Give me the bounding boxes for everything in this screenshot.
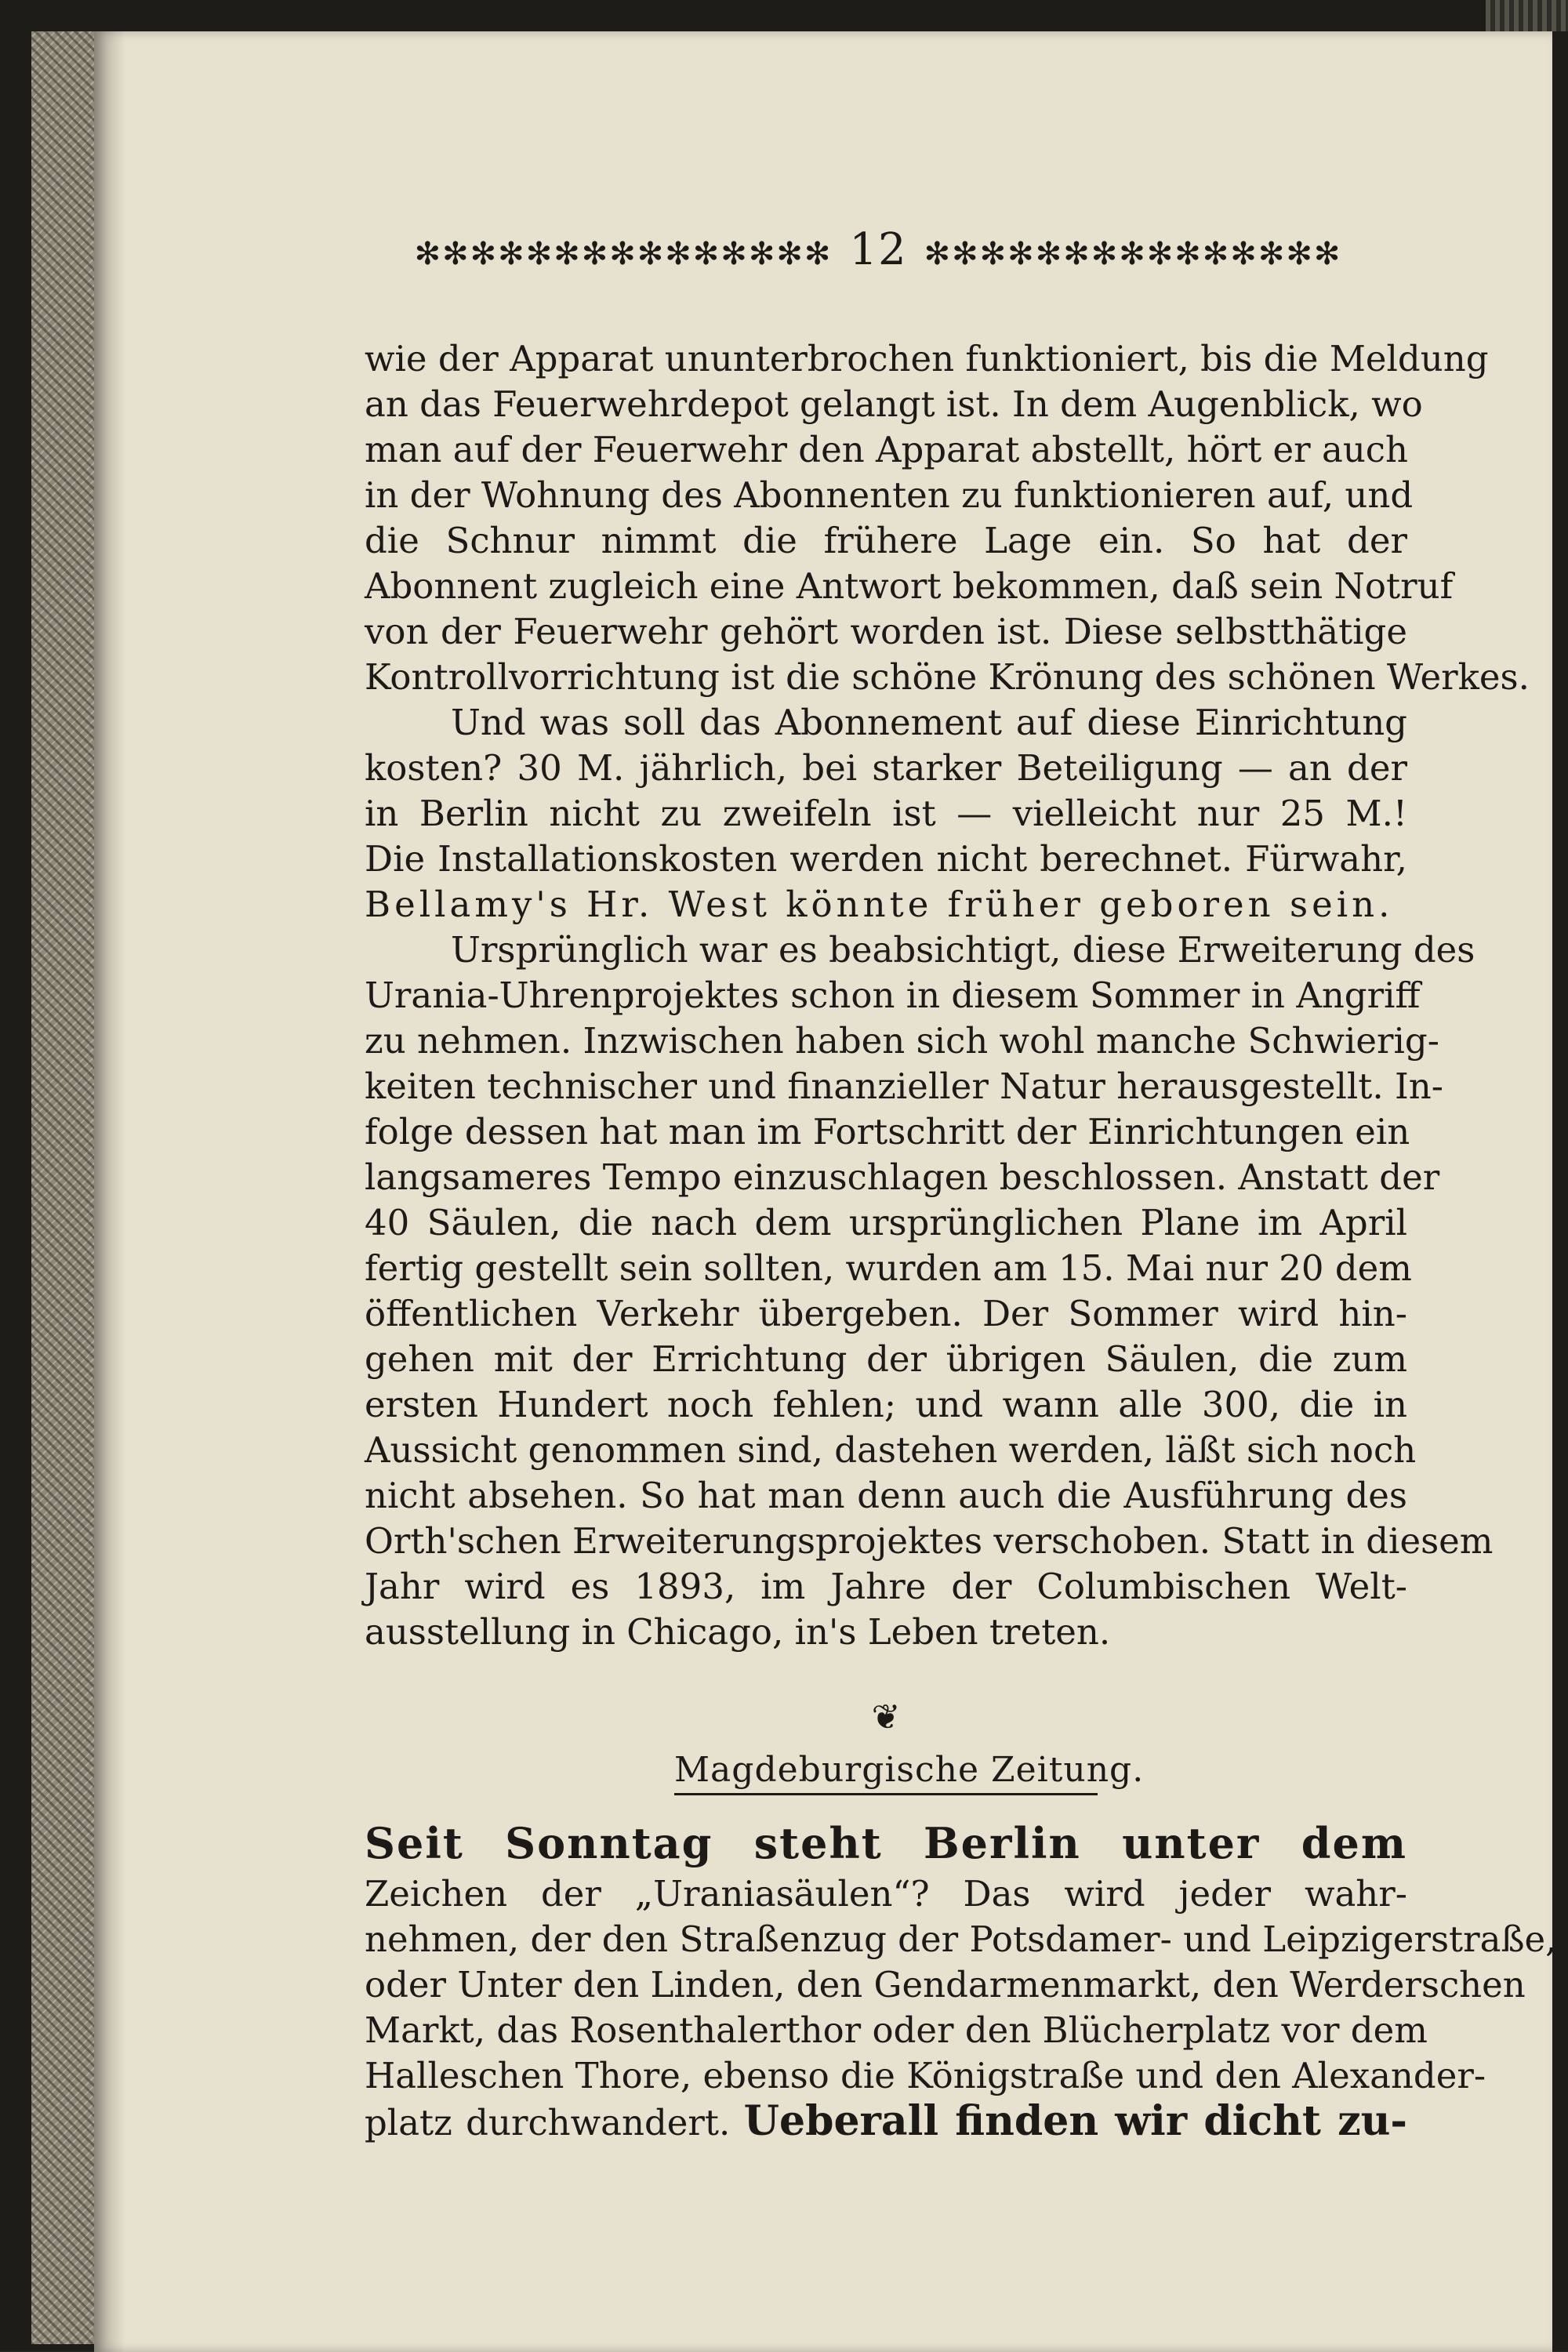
text-line: keiten technischer und finanzieller Natur herausgestellt. In- <box>365 1065 1443 1107</box>
section-title: Magdeburgische Zeitung. <box>674 1750 1098 1795</box>
text-line: kosten? 30 M. jährlich, bei starker Beteiligung — an der <box>365 747 1407 789</box>
article-line: Halleschen Thore, ebenso die Königstraße und den Alexander- <box>365 2055 1486 2096</box>
text-line: gehen mit der Errichtung der übrigen Säulen, die zum <box>365 1338 1407 1380</box>
header-ornament-right: ✻✻✻✻✻✻✻✻✻✻✻✻✻✻✻ <box>924 236 1342 272</box>
text-line: nicht absehen. So hat man denn auch die Ausführung des <box>365 1475 1407 1516</box>
text-line: man auf der Feuerwehr den Apparat abstellt, hört er auch <box>365 429 1408 470</box>
text-line: öffentlichen Verkehr übergeben. Der Sommer wird hin- <box>365 1293 1407 1334</box>
article-line-start: platz durchwandert. <box>365 2102 731 2143</box>
text-line: Abonnent zugleich eine Antwort bekommen, daß sein Notruf <box>365 565 1454 607</box>
text-line: Und was soll das Abonnement auf diese Einrichtung <box>451 702 1407 743</box>
page-number: 12 <box>849 224 907 275</box>
article-line: Zeichen der „Uraniasäulen“? Das wird jeder wahr- <box>365 1873 1407 1915</box>
text-line: in der Wohnung des Abonnenten zu funktionieren auf, und <box>365 474 1414 516</box>
text-line: in Berlin nicht zu zweifeln ist — vielleicht nur 25 M.! <box>365 793 1407 834</box>
text-line: Ursprünglich war es beabsichtigt, diese Erweiterung des <box>451 929 1475 971</box>
article-line: nehmen, der den Straßenzug der Potsdamer- und Leipzigerstraße, <box>365 1918 1557 1960</box>
book-binding-edge <box>31 31 94 2344</box>
text-line: die Schnur nimmt die frühere Lage ein. So hat der <box>365 520 1407 561</box>
text-line: ausstellung in Chicago, in's Leben treten. <box>365 1611 1111 1653</box>
text-line: zu nehmen. Inzwischen haben sich wohl manche Schwierig- <box>365 1020 1439 1062</box>
text-line: Bellamy's Hr. West könnte früher geboren sein. <box>365 884 1394 925</box>
text-line: Aussicht genommen sind, dastehen werden, läßt sich noch <box>365 1429 1417 1471</box>
article-line: Markt, das Rosenthalerthor oder den Blücherplatz vor dem <box>365 2009 1428 2051</box>
article-line-bold: Ueberall finden wir dicht zu- <box>743 2097 1407 2145</box>
text-line: ersten Hundert noch fehlen; und wann alle 300, die in <box>365 1384 1407 1425</box>
text-line: Orth'schen Erweiterungsprojektes verschoben. Statt in diesem <box>365 1520 1494 1562</box>
page-header <box>345 224 1411 275</box>
header-ornament-left: ✻✻✻✻✻✻✻✻✻✻✻✻✻✻✻ <box>414 236 833 272</box>
article-first-line: Seit Sonntag steht Berlin unter dem <box>365 1818 1407 1868</box>
scan-edge-pattern <box>1486 0 1568 31</box>
article-line: oder Unter den Linden, den Gendarmenmarkt, den Werderschen <box>365 1964 1526 2005</box>
text-line: 40 Säulen, die nach dem ursprünglichen Plane im April <box>365 1202 1407 1243</box>
text-line: folge dessen hat man im Fortschritt der Einrichtungen ein <box>365 1111 1410 1152</box>
article-line-last <box>365 2097 1407 2145</box>
text-line: von der Feuerwehr gehört worden ist. Diese selbstthätige <box>365 611 1407 652</box>
text-line: Jahr wird es 1893, im Jahre der Columbischen Welt- <box>365 1566 1407 1607</box>
fleuron-ornament: ❦ <box>871 1697 901 1737</box>
text-line: Kontrollvorrichtung ist die schöne Krönung des schönen Werkes. <box>365 656 1530 698</box>
page-gutter-shadow <box>94 31 125 2352</box>
text-line: Urania-Uhrenprojektes schon in diesem Sommer in Angriff <box>365 975 1421 1016</box>
text-line: Die Installationskosten werden nicht berechnet. Fürwahr, <box>365 838 1407 880</box>
text-line: langsameres Tempo einzuschlagen beschlossen. Anstatt der <box>365 1156 1440 1198</box>
text-line: an das Feuerwehrdepot gelangt ist. In dem Augenblick, wo <box>365 383 1423 425</box>
text-line: wie der Apparat ununterbrochen funktioniert, bis die Meldung <box>365 338 1489 379</box>
text-line: fertig gestellt sein sollten, wurden am 15. Mai nur 20 dem <box>365 1247 1412 1289</box>
